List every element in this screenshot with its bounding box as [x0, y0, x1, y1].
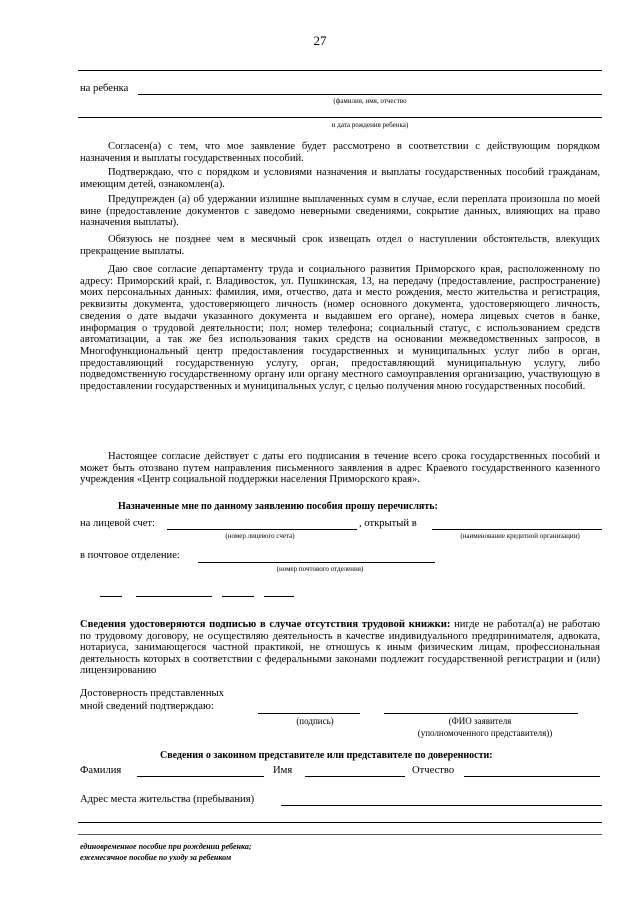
opened-label: , открытый в — [359, 518, 417, 529]
footnote-2: ежемесячное пособие по уходу за ребенком — [80, 853, 232, 862]
paragraph-acknowledge: Подтверждаю, что с порядком и условиями назначения и выплаты государственных пособий гражданам, имеющим детей, ознакомлен(а). — [80, 167, 600, 190]
statement-text: нигде не работал(а) не работаю по трудовому договору, не осуществляю деятельность в качестве индивидуального предпринимателя, адвоката, нотариуса, занимающегося частной практикой, не отношусь к иным физическим лицам, профессиональная деятельность которых в соответствии с федеральными законами подлежит государственной регистрации и (или) лицензированию — [80, 619, 600, 676]
child-birth-line[interactable] — [78, 117, 602, 118]
confirm-line-2: мной сведений подтверждаю: — [80, 701, 214, 712]
child-name-line[interactable] — [138, 94, 602, 95]
signature-caption: (подпись) — [296, 716, 334, 726]
child-birth-caption: и дата рождения ребенка) — [331, 121, 409, 129]
account-caption: (номер лицевого счета) — [225, 532, 295, 540]
address-field[interactable] — [281, 805, 602, 806]
blank-line-4[interactable] — [264, 596, 294, 597]
blank-line-1[interactable] — [100, 596, 122, 597]
blank-line-3[interactable] — [222, 596, 254, 597]
paragraph-consent: Согласен(а) с тем, что мое заявление будет рассмотрено в соответствии с действующим порядком назначения и выплаты государственных пособий. — [80, 141, 600, 164]
account-number-field[interactable] — [167, 529, 357, 530]
paragraph-personal-data: Даю свое согласие департаменту труда и социального развития Приморского края, расположенному по адресу: Приморский край, г. Владивосток, ул. Пушкинская, 13, на передачу (предоставление, распространение) моих персональных данных: фамилия, имя, отчество, дата и место рождения, место жительства и регистрация, реквизиты документа, удостоверяющего личность (номер основного документа, удостоверяющего личность, сведения о дате выдачи указанного документа и выдавшем его органе), номера лицевых счетов в банке, информация о трудовой деятельности; пол; номер телефона; социальный статус, с использованием средств автоматизации, а так же без использования таких средств на основании межведомственных запросов, в Многофункциональный центр предоставления государственных и муниципальных услуг либо в орган, предоставляющий государственную услугу, орган, предоставляющий муниципальную услугу, либо подведомственную государственному органу или органу местного самоуправления организацию, участвующую в предоставлении государственных и муниципальных услуг, с целью получения мною государственных пособий. — [80, 264, 600, 393]
fio-caption-2: (уполномоченного представителя)) — [417, 728, 553, 738]
blank-line-2[interactable] — [136, 596, 212, 597]
patronymic-label: Отчество — [412, 765, 455, 776]
transfer-heading: Назначенные мне по данному заявлению пособия прошу перечислять: — [118, 501, 438, 512]
patronymic-field[interactable] — [464, 776, 600, 777]
bank-caption: (наименование кредитной организации) — [460, 532, 580, 540]
post-label: в почтовое отделение: — [80, 550, 180, 561]
paragraph-warning: Предупрежден (а) об удержании излишне выплаченных сумм в случае, если переплата произошла по моей вине (предоставление документов с заведомо неверными сведениями, сокрытие данных, влияющих на право назначения выплаты). — [80, 194, 600, 229]
confirm-line-1: Достоверность представленных — [80, 688, 224, 699]
statement-bold: Сведения удостоверяются подписью в случае отсутствия трудовой книжки: — [80, 619, 451, 630]
representative-heading: Сведения о законном представителе или представителе по доверенности: — [160, 750, 493, 761]
post-caption: (номер почтового отделения) — [276, 565, 364, 573]
account-label: на лицевой счет: — [80, 518, 155, 529]
applicant-fio-field[interactable] — [384, 713, 578, 714]
paragraph-obligation: Обязуюсь не позднее чем в месячный срок извещать отдел о наступлении обстоятельств, влекущих прекращение выплаты. — [80, 234, 600, 257]
paragraph-validity: Настоящее согласие действует с даты его подписания в течение всего срока государственных пособий и может быть отозвано путем направления письменного заявления в адрес Краевого государственного казенного учреждения «Центр социальной поддержки населения Приморского края». — [80, 451, 600, 486]
signature-field[interactable] — [258, 713, 360, 714]
statement-paragraph — [80, 619, 600, 677]
fio-caption-1: (ФИО заявителя — [448, 716, 512, 726]
top-rule — [78, 70, 602, 71]
child-label: на ребенка — [80, 83, 129, 94]
footnote-separator — [78, 834, 602, 835]
address-label: Адрес места жительства (пребывания) — [80, 794, 255, 805]
address-field-2[interactable] — [78, 822, 602, 823]
post-office-field[interactable] — [198, 562, 435, 563]
name-label: Имя — [273, 765, 293, 776]
surname-label: Фамилия — [80, 765, 122, 776]
page-number: 27 — [313, 33, 327, 48]
child-name-caption: (фамилия, имя, отчество — [333, 97, 407, 105]
surname-field[interactable] — [137, 776, 264, 777]
name-field[interactable] — [305, 776, 405, 777]
footnote-1: единовременное пособие при рождении ребенка; — [80, 842, 252, 851]
bank-name-field[interactable] — [432, 529, 602, 530]
